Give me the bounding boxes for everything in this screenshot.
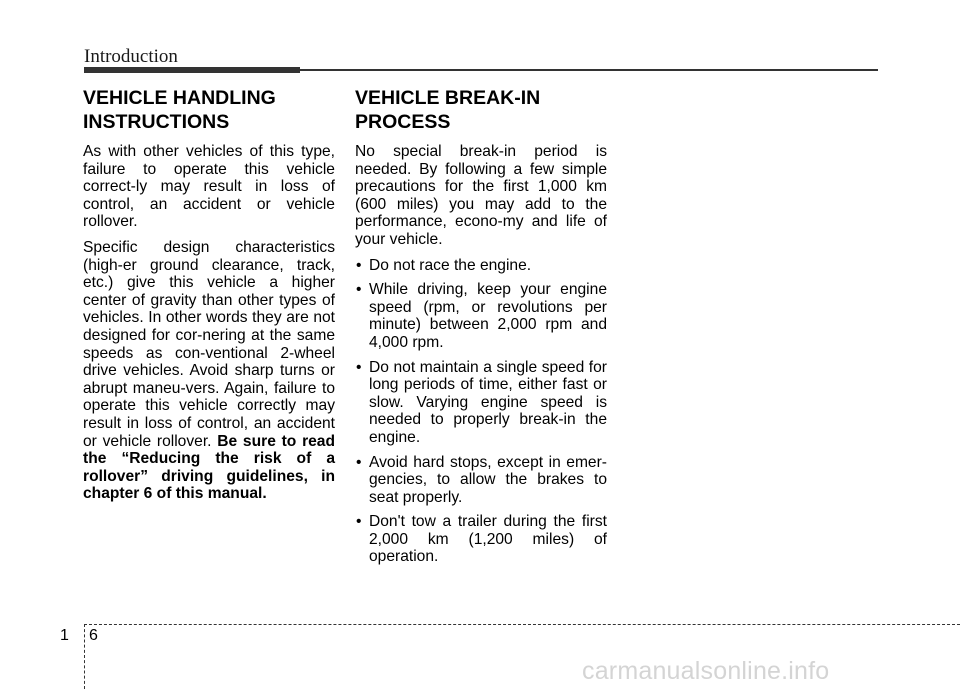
section-title: Introduction <box>84 46 178 67</box>
bullet-icon: • <box>356 453 362 471</box>
list-item-text: Avoid hard stops, except in emer-gencies, to allow the brakes to seat properly. <box>369 453 607 506</box>
header-rule-thin <box>300 69 878 71</box>
handling-instructions-column <box>83 86 335 511</box>
page-number: 6 <box>89 627 98 644</box>
bullet-icon: • <box>356 513 362 531</box>
watermark: carmanualsonline.info <box>582 657 830 685</box>
handling-heading <box>83 86 335 134</box>
footer-rule <box>84 624 960 625</box>
handling-heading-line1: VEHICLE HANDLING <box>83 87 276 109</box>
break-in-heading <box>355 86 607 134</box>
break-in-intro: No special break-in period is needed. By following a few simple precautions for the first 1,000 km (600 miles) you may add to the performance, econo-my and life of your vehicle. <box>355 143 607 248</box>
list-item-text: Don't tow a trailer during the first 2,000 km (1,200 miles) of operation. <box>369 513 607 566</box>
bullet-icon: • <box>356 358 362 376</box>
break-in-precautions-list <box>355 257 607 567</box>
list-item-text: Do not race the engine. <box>369 256 532 274</box>
list-item <box>355 281 607 351</box>
list-item <box>355 257 607 275</box>
list-item-text: While driving, keep your engine speed (rpm, or revolutions per minute) between 2,000 rpm and 4,000 rpm. <box>369 281 607 351</box>
handling-heading-line2: INSTRUCTIONS <box>83 111 230 133</box>
footer-divider <box>84 624 85 689</box>
handling-paragraph-2 <box>83 239 335 503</box>
handling-paragraph-1: As with other vehicles of this type, failure to operate this vehicle correct-ly may result in loss of control, an accident or vehicle rollover. <box>83 143 335 231</box>
bullet-icon: • <box>356 256 362 274</box>
header-rule-thick <box>84 67 300 73</box>
rollover-warning-text: Be sure to read the “Reducing the risk of a rollover” driving guidelines, in chapter 6 of this manual. <box>83 432 336 503</box>
break-in-heading-line2: PROCESS <box>355 111 451 133</box>
list-item <box>355 454 607 507</box>
list-item-text: Do not maintain a single speed for long periods of time, either fast or slow. Varying engine speed is needed to properly break-in the engine. <box>369 358 607 446</box>
handling-paragraph-2-text: Specific design characteristics (high-er ground clearance, track, etc.) give this vehicle a higher center of gravity than other types of vehicles. In other words they are not designed for cor-nering at the same speeds as con-ventional 2-wheel drive vehicles. Avoid sharp turns or abrupt maneu-vers. Again, failure to operate this vehicle correctly may result in loss of control, an accident or vehicle rollover. <box>83 238 335 450</box>
bullet-icon: • <box>356 281 362 299</box>
list-item <box>355 359 607 447</box>
break-in-column <box>355 86 607 573</box>
break-in-heading-line1: VEHICLE BREAK-IN <box>355 87 541 109</box>
chapter-number: 1 <box>60 627 69 644</box>
list-item <box>355 513 607 566</box>
